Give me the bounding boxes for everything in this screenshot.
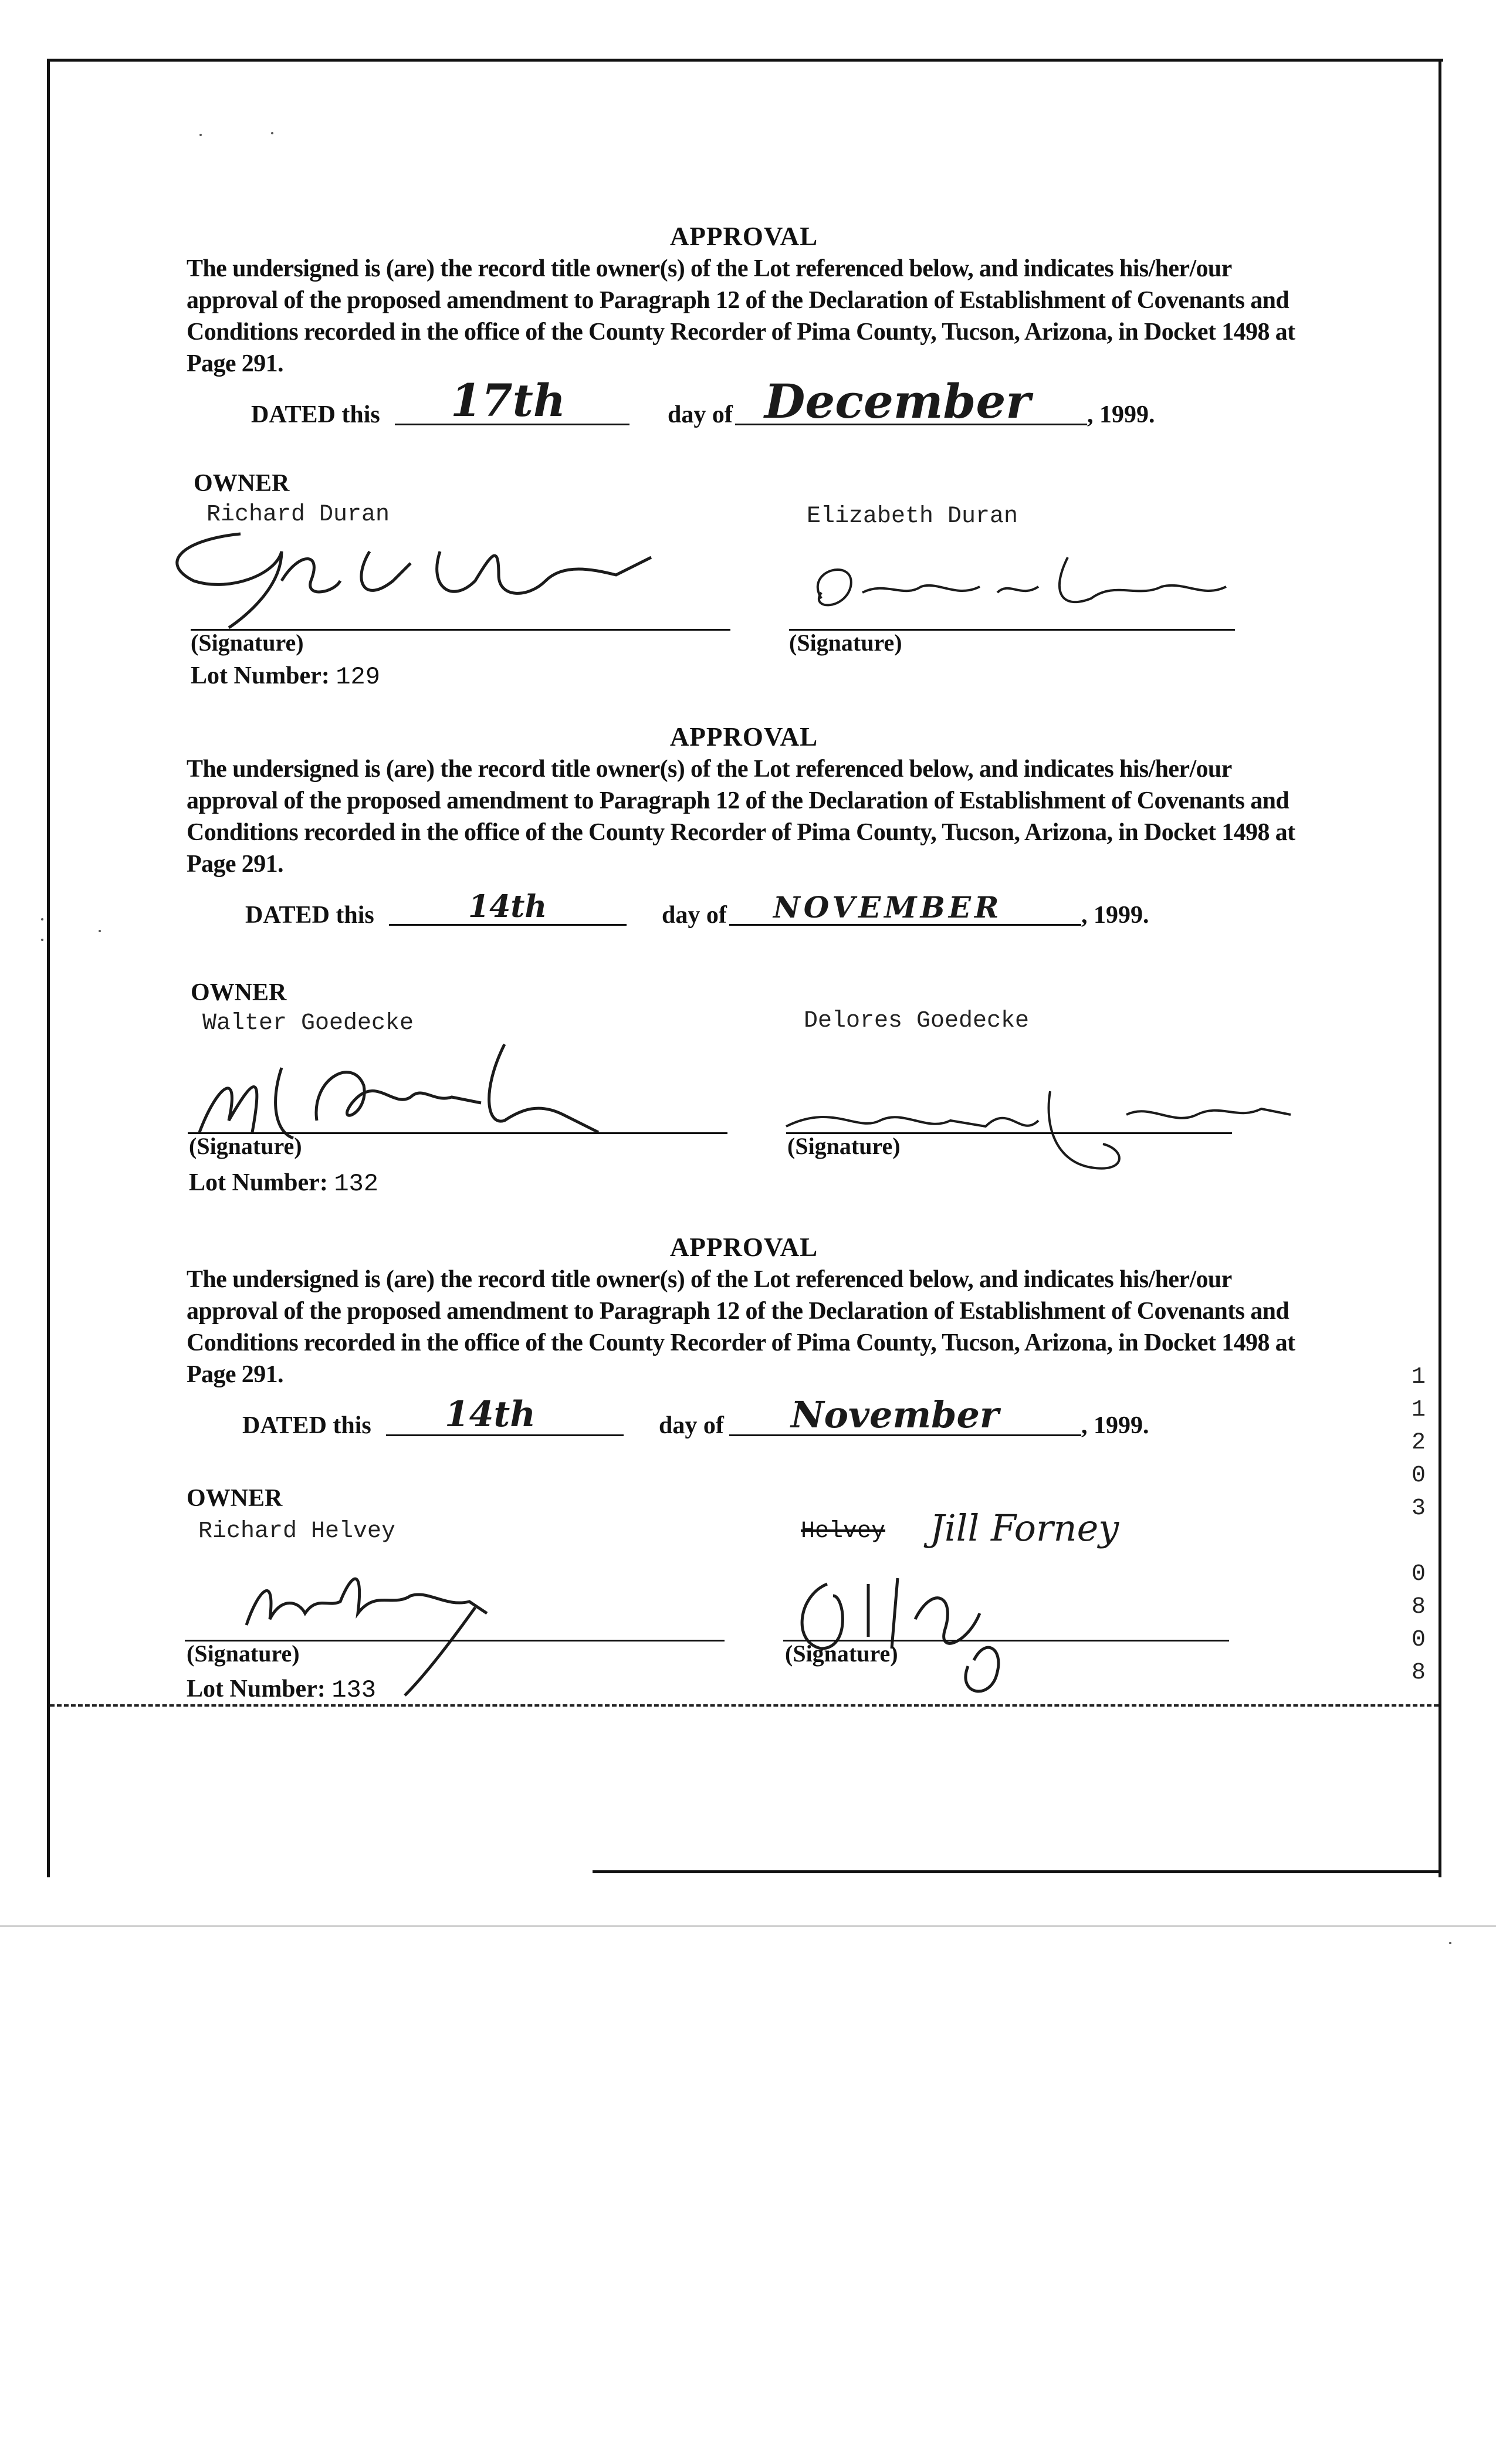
owner1-name: Richard Helvey — [198, 1518, 396, 1545]
stamp-digit: 3 — [1411, 1495, 1426, 1522]
owner1-name: Richard Duran — [207, 502, 390, 528]
dated-label: DATED this — [251, 401, 380, 428]
border-right — [1439, 59, 1441, 1877]
day-handwritten: 17th — [451, 374, 566, 427]
stamp-digit: 1 — [1411, 1364, 1426, 1390]
day-handwritten: 14th — [468, 889, 547, 925]
lot-number-row — [189, 1169, 378, 1198]
scan-speck — [199, 134, 202, 136]
day-handwritten: 14th — [445, 1394, 536, 1435]
border-top — [47, 59, 1443, 62]
border-bottom — [593, 1870, 1441, 1873]
approval-title: APPROVAL — [669, 722, 818, 752]
scan-speck — [1449, 1942, 1451, 1944]
lot-label: Lot Number: — [187, 1676, 326, 1703]
owner-label: OWNER — [194, 470, 290, 497]
approval-section-2 — [187, 720, 1301, 933]
stamp-digit: 0 — [1411, 1463, 1426, 1489]
signature-label-1: (Signature) — [191, 629, 304, 656]
owner2-name: Elizabeth Duran — [807, 503, 1018, 530]
lot-label: Lot Number: — [191, 662, 330, 689]
day-of-label: day of — [659, 1412, 724, 1439]
recording-stamp — [1407, 1361, 1430, 1690]
lot-number: 132 — [334, 1170, 378, 1198]
stamp-digit: 2 — [1411, 1430, 1426, 1456]
owner1-name: Walter Goedecke — [202, 1010, 414, 1037]
lot-number-row — [191, 662, 380, 691]
day-of-label: day of — [668, 401, 733, 428]
dated-label: DATED this — [242, 1412, 371, 1439]
owner-label: OWNER — [191, 979, 287, 1006]
stamp-gap — [1407, 1525, 1430, 1558]
dated-row — [187, 374, 1301, 432]
year-label: , 1999. — [1081, 902, 1149, 929]
approval-paragraph: The undersigned is (are) the record title owner(s) of the Lot referenced below, and indicates his/her/our approval of the proposed amendment to Paragraph 12 of the Declaration of Establishment of Covenants and Conditions recorded in the office of the County Recorder of Pima County, Tucson, Arizona, in Docket 1498 at Page 291. — [187, 255, 1295, 377]
scan-speck — [41, 939, 43, 941]
day-of-label: day of — [662, 902, 727, 929]
separator-dashed — [50, 1704, 1439, 1707]
approval-section-3 — [187, 1231, 1301, 1443]
signature-ink-elizabeth-duran — [786, 546, 1255, 639]
owner2-name-struck: Helvey — [801, 1518, 886, 1545]
dated-row — [187, 880, 1301, 933]
stamp-digit: 8 — [1411, 1660, 1426, 1686]
lot-number-row — [187, 1675, 376, 1704]
stamp-digit: 0 — [1411, 1561, 1426, 1588]
month-handwritten: November — [791, 1393, 999, 1436]
signature-ink-delores-goedecke — [774, 1068, 1302, 1185]
signature-label-2: (Signature) — [785, 1640, 898, 1667]
scan-speck — [41, 918, 43, 920]
signature-label-2: (Signature) — [789, 629, 902, 656]
dated-row — [187, 1390, 1301, 1443]
scan-speck — [271, 132, 273, 134]
owner2-name: Delores Goedecke — [804, 1008, 1030, 1034]
approval-paragraph: The undersigned is (are) the record title owner(s) of the Lot referenced below, and indicates his/her/our approval of the proposed amendment to Paragraph 12 of the Declaration of Establishment of Covenants and Conditions recorded in the office of the County Recorder of Pima County, Tucson, Arizona, in Docket 1498 at Page 291. — [187, 756, 1295, 878]
approval-section-1 — [187, 220, 1301, 432]
approval-title: APPROVAL — [669, 222, 818, 251]
scan-speck — [99, 930, 101, 932]
owner-label: OWNER — [187, 1485, 283, 1512]
signature-label-2: (Signature) — [787, 1133, 901, 1159]
stamp-digit: 8 — [1411, 1594, 1426, 1620]
signature-label-1: (Signature) — [187, 1640, 300, 1667]
owner2-name-handwritten: Jill Forney — [930, 1507, 1119, 1549]
month-handwritten: December — [764, 374, 1031, 429]
approval-title: APPROVAL — [669, 1233, 818, 1262]
signature-ink-jill-forney — [780, 1561, 1074, 1701]
year-label: , 1999. — [1087, 401, 1155, 428]
lot-number: 133 — [331, 1676, 376, 1704]
approval-paragraph: The undersigned is (are) the record title owner(s) of the Lot referenced below, and indicates his/her/our approval of the proposed amendment to Paragraph 12 of the Declaration of Establishment of Covenants and Conditions recorded in the office of the County Recorder of Pima County, Tucson, Arizona, in Docket 1498 at Page 291. — [187, 1266, 1295, 1388]
lot-label: Lot Number: — [189, 1169, 328, 1196]
signature-label-1: (Signature) — [189, 1133, 302, 1159]
stamp-digit: 0 — [1411, 1627, 1426, 1653]
year-label: , 1999. — [1081, 1412, 1149, 1439]
dated-label: DATED this — [245, 902, 374, 929]
signature-ink-richard-duran — [147, 516, 675, 634]
page-edge-line — [0, 1925, 1496, 1927]
stamp-digit: 1 — [1411, 1397, 1426, 1423]
month-handwritten: NOVEMBER — [773, 890, 1003, 925]
lot-number: 129 — [336, 663, 380, 691]
border-left — [47, 59, 50, 1877]
